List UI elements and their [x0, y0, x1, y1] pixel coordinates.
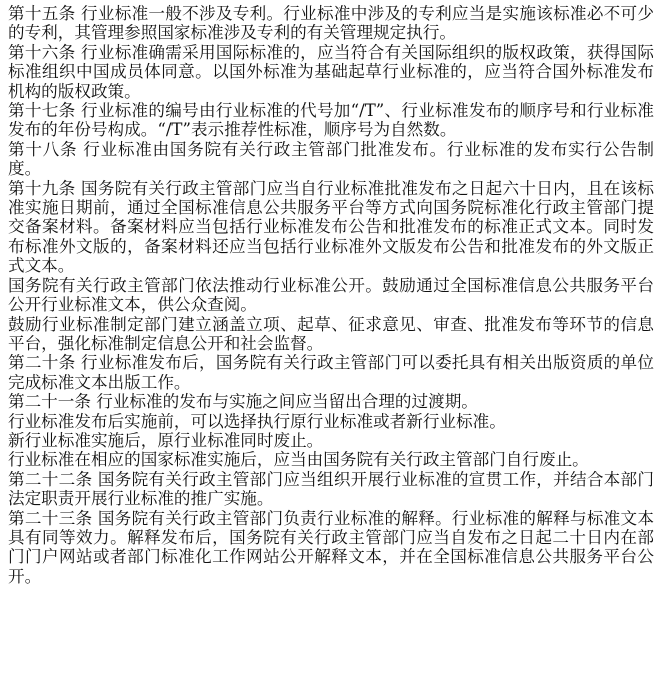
standard-publicity-paragraph: 国务院有关行政主管部门依法推动行业标准公开。鼓励通过全国标准信息公共服务平台公开行业标准文本，供公众查阅。: [8, 275, 654, 315]
transition-period-paragraph: 行业标准发布后实施前，可以选择执行原行业标准或者新行业标准。: [8, 411, 506, 431]
article-16-paragraph: 第十六条 行业标准确需采用国际标准的，应当符合有关国际组织的版权政策，获得国际标准组织中国成员体同意。以国外标准为基础起草行业标准的，应当符合国外标准发布机构的版权政策。: [8, 42, 654, 101]
article-22-paragraph: 第二十二条 国务院有关行政主管部门应当组织开展行业标准的宣贯工作，并结合本部门法定职责开展行业标准的推广实施。: [8, 469, 654, 509]
article-21-paragraph: 第二十一条 行业标准的发布与实施之间应当留出合理的过渡期。: [8, 392, 478, 412]
article-20-paragraph: 第二十条 行业标准发布后，国务院有关行政主管部门可以委托具有相关出版资质的单位完成标准文本出版工作。: [8, 353, 654, 392]
article-19-paragraph: 第十九条 国务院有关行政主管部门应当自行业标准批准发布之日起六十日内，且在该标准实施日期前，通过全国标准信息公共服务平台等方式向国务院标准化行政主管部门提交备案材料。备案材料应当包括行业标准发布公告和批准发布的标准正式文本。同时发布标准外文版的，备案材料还应当包括行业标准外文版发布公告和批准发布的外文版正式文本。: [8, 178, 654, 276]
article-23-paragraph: 第二十三条 国务院有关行政主管部门负责行业标准的解释。行业标准的解释与标准文本具有同等效力。解释发布后，国务院有关行政主管部门应当自发布之日起二十日内在部门门户网站或者部门标准化工作网站公开解释文本，并在全国标准信息公共服务平台公开。: [8, 508, 654, 586]
repeal-paragraph: 新行业标准实施后，原行业标准同时废止。: [8, 430, 324, 450]
article-18-paragraph: 第十八条 行业标准由国务院有关行政主管部门批准发布。行业标准的发布实行公告制度。: [8, 139, 654, 179]
national-standard-repeal-paragraph: 行业标准在相应的国家标准实施后，应当由国务院有关行政主管部门自行废止。: [8, 450, 589, 470]
article-17-paragraph: 第十七条 行业标准的编号由行业标准的代号加“/T”、行业标准发布的顺序号和行业标准发布的年份号构成。“/T”表示推荐性标准，顺序号为自然数。: [8, 101, 654, 140]
article-15-paragraph: 第十五条 行业标准一般不涉及专利。行业标准中涉及的专利应当是实施该标准必不可少的专利，其管理参照国家标准涉及专利的有关管理规定执行。: [8, 4, 654, 43]
info-platform-paragraph: 鼓励行业标准制定部门建立涵盖立项、起草、征求意见、审查、批准发布等环节的信息平台，强化标准制定信息公开和社会监督。: [8, 314, 654, 353]
